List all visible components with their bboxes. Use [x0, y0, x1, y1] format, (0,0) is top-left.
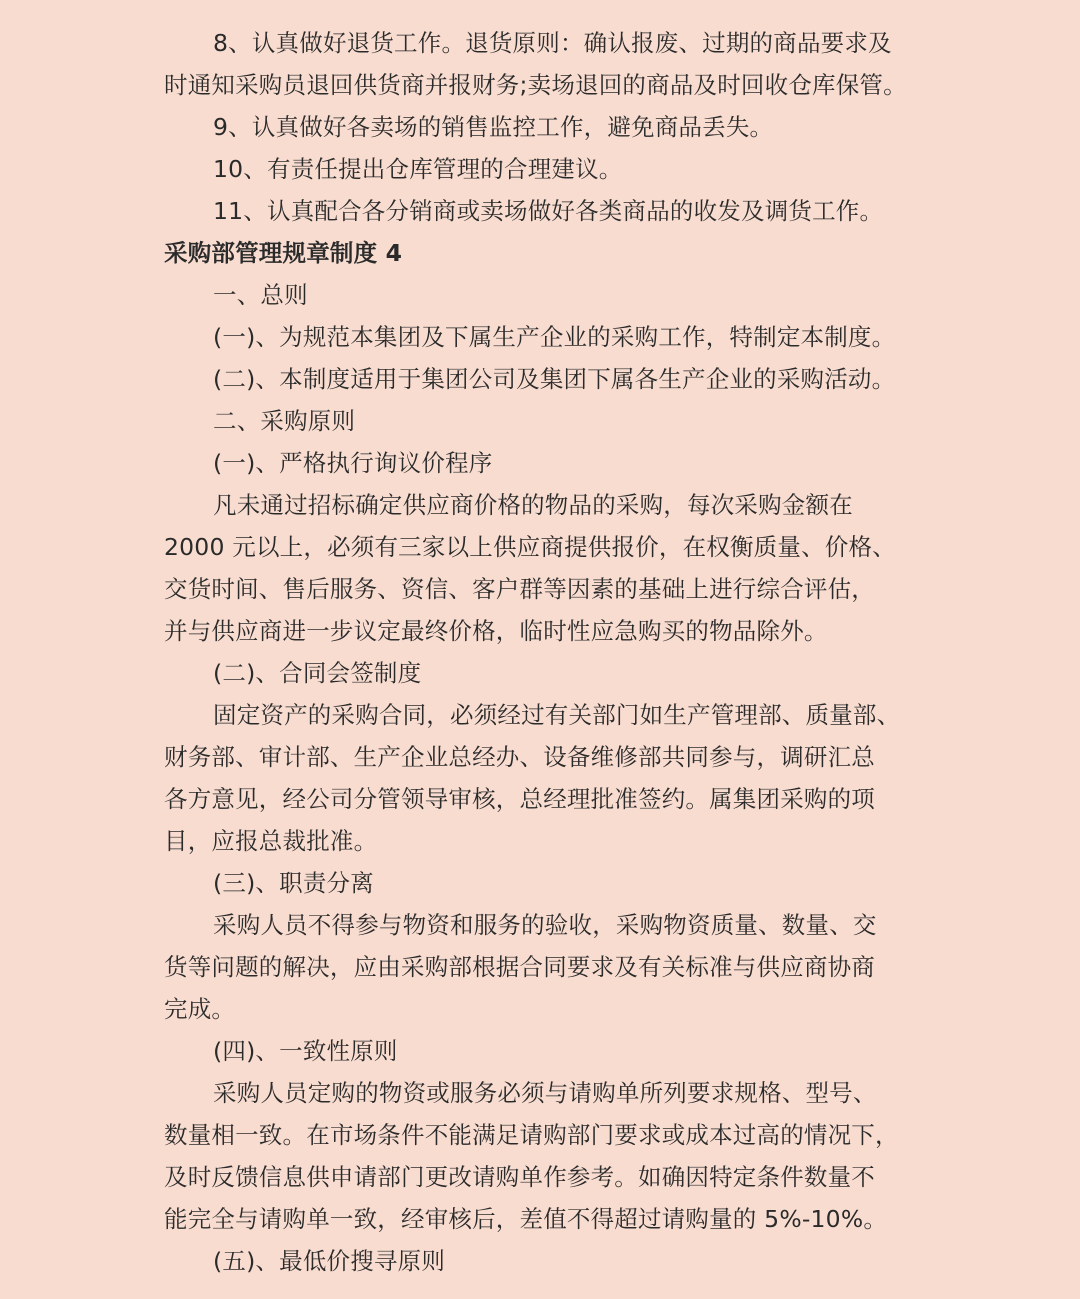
text-line: (四)、一致性原则: [213, 1037, 398, 1065]
text-line: 时通知采购员退回供货商并报财务;卖场退回的商品及时回收仓库保管。: [164, 71, 907, 99]
section-heading: 采购部管理规章制度 4: [164, 239, 403, 267]
text-line: (三)、职责分离: [213, 869, 374, 897]
text-line: 目，应报总裁批准。: [164, 827, 378, 855]
text-line: 货等问题的解决，应由采购部根据合同要求及有关标准与供应商协商: [164, 953, 875, 981]
text-line: 采购人员定购的物资或服务必须与请购单所列要求规格、型号、: [213, 1079, 877, 1107]
text-line: 各方意见，经公司分管领导审核，总经理批准签约。属集团采购的项: [164, 785, 875, 813]
text-line: 11、认真配合各分销商或卖场做好各类商品的收发及调货工作。: [213, 197, 884, 225]
text-line: 8、认真做好退货工作。退货原则：确认报废、过期的商品要求及: [213, 29, 892, 57]
text-line: 凡未通过招标确定供应商价格的物品的采购，每次采购金额在: [213, 491, 853, 519]
text-line: (二)、本制度适用于集团公司及集团下属各生产企业的采购活动。: [213, 365, 896, 393]
text-line: 并与供应商进一步议定最终价格，临时性应急购买的物品除外。: [164, 617, 828, 645]
text-line: 固定资产的采购合同，必须经过有关部门如生产管理部、质量部、: [213, 701, 901, 729]
text-line: 能完全与请购单一致，经审核后，差值不得超过请购量的 5%-10%。: [164, 1205, 888, 1233]
text-line: 完成。: [164, 995, 236, 1023]
text-line: 2000 元以上，必须有三家以上供应商提供报价，在权衡质量、价格、: [164, 533, 896, 561]
text-line: 二、采购原则: [213, 407, 356, 435]
document-body: [164, 22, 924, 1282]
text-line: (五)、最低价搜寻原则: [213, 1247, 446, 1275]
text-line: 一、总则: [213, 281, 308, 309]
text-line: (二)、合同会签制度: [213, 659, 422, 687]
text-line: 财务部、审计部、生产企业总经办、设备维修部共同参与，调研汇总: [164, 743, 875, 771]
text-line: 10、有责任提出仓库管理的合理建议。: [213, 155, 623, 183]
text-line: 数量相一致。在市场条件不能满足请购部门要求或成本过高的情况下，: [164, 1121, 899, 1149]
text-line: (一)、为规范本集团及下属生产企业的采购工作，特制定本制度。: [213, 323, 896, 351]
text-line: 交货时间、售后服务、资信、客户群等因素的基础上进行综合评估，: [164, 575, 875, 603]
text-line: 及时反馈信息供申请部门更改请购单作参考。如确因特定条件数量不: [164, 1163, 875, 1191]
text-line: (一)、严格执行询议价程序: [213, 449, 493, 477]
text-line: 9、认真做好各卖场的销售监控工作，避免商品丢失。: [213, 113, 774, 141]
text-line: 采购人员不得参与物资和服务的验收，采购物资质量、数量、交: [213, 911, 877, 939]
